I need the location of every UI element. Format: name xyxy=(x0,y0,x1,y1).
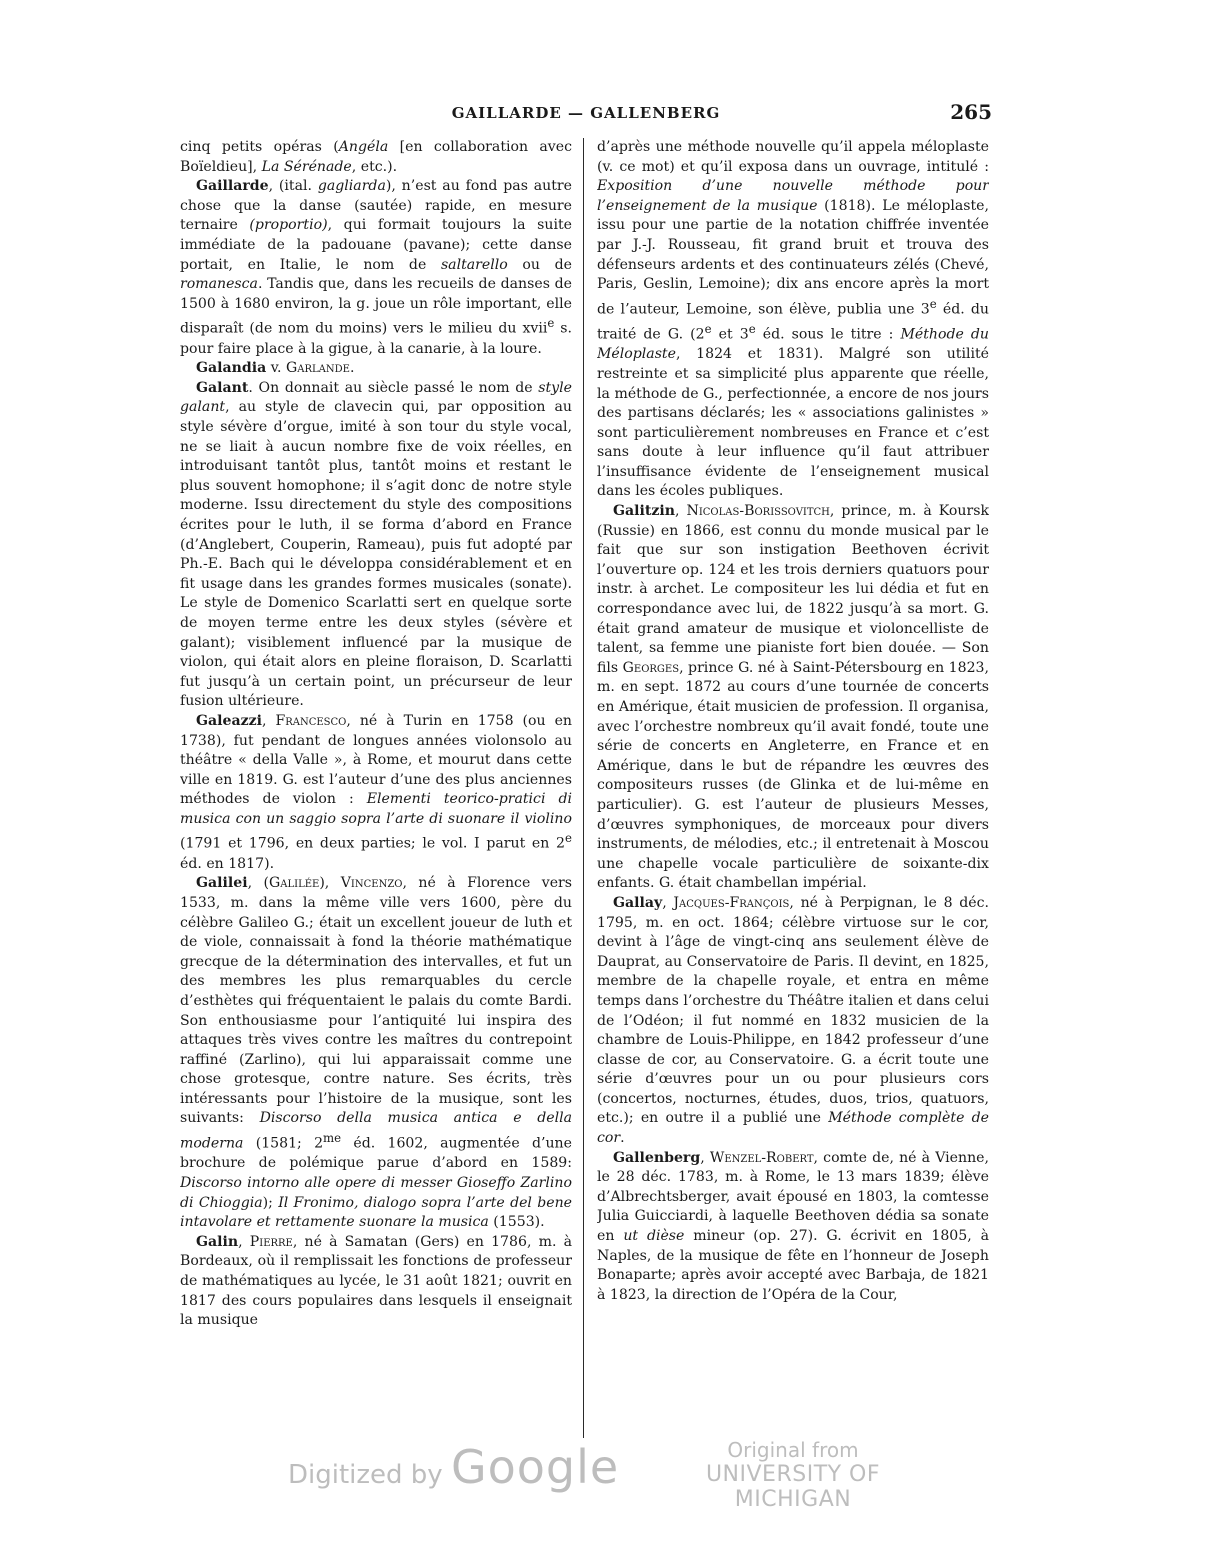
entry-text: , prince G. né à Saint-Pétersbourg en 1823, m. en sept. 1872 au cours d’une tournée de concerts en Amérique, était musicien de profession. Il organisa, avec l’orchestre nombreux qu’il avait fondé, toute une série de concerts en Angleterre, en France et en Amérique, dans le but de répandre les œuvres des compositeurs russes (de Glinka et de lui-même en particulier). G. est l’auteur de plusieurs Messes, d’œuvres symphoniques, de morceaux pour divers instruments, de mélodies, etc.; il entretenait à Moscou une chapelle vocale particulière de soixante-dix enfants. G. était chambellan impérial. xyxy=(597,659,989,892)
entry-text: e xyxy=(704,322,712,337)
entry-text: Pierre xyxy=(249,1233,293,1250)
entry-text: saltarello xyxy=(440,256,508,273)
entry-text: e xyxy=(929,296,937,311)
entry-text: , etc.). xyxy=(351,158,398,175)
entry-text: , xyxy=(261,712,276,729)
dictionary-entry xyxy=(180,177,572,359)
entry-text: ); xyxy=(262,1194,279,1211)
entry-text: , né à Florence vers 1533, m. dans la même ville vers 1600, père du célèbre Galileo G.; était un excellent joueur de luth et de viole, connaissait à fond la théorie mathématique grecque de la détermination des intervalles, et fut un des membres les plus remarquables du cercle d’esthètes qui fréquentaient le palais du comte Bardi. Son enthousiasme pour l’antiquité lui inspira des attaques très vives contre les maîtres du contrepoint raffiné (Zarlino), qui lui apparaissait comme une chose grotesque, contre nature. Ses écrits, très intéressants pour l’histoire de la musique, sont les suivants: xyxy=(180,875,572,1127)
entry-text: , au style de clavecin qui, par opposition au style sévère d’orgue, imité à son tour du style vocal, ne se liait à aucun nombre fixe de voix réelles, en introduisant tantôt plus, tantôt moins et restant le plus souvent homophone; il s’agit donc de notre style moderne. Issu directement du style des compositions écrites pour le luth, il se forma d’abord en France (d’Anglebert, Couperin, Rameau), puis fut adopté par Ph.-E. Bach qui le développa considérablement et en fit usage dans les grandes formes musicales (sonate). Le style de Domenico Scarlatti sert en quelque sorte de moyen terme entre les deux styles (sévère et galant); visiblement influencé par la musique de violon, qui était alors en pleine floraison, D. Scarlatti fut jusqu’à un certain point, un précurseur de leur fusion ultérieure. xyxy=(180,399,572,710)
entry-text: éd. 1602, augmentée d’une brochure de polémique parue d’abord en 1589: xyxy=(180,1135,572,1172)
dictionary-entry xyxy=(180,1233,572,1331)
entry-text: , né à Perpignan, le 8 déc. 1795, m. en oct. 1864; célèbre virtuose sur le cor, devint à l’âge de vingt-cinq ans seulement élève de Dauprat, au Conservatoire de Paris. Il devint, en 1825, membre de la chapelle royale, et entra en même temps dans l’orchestre du Théâtre italien et dans celui de l’Odéon; il fut nommé en 1832 musicien de la chambre de Louis-Philippe, en 1842 professeur d’une classe de cor, au Conservatoire. G. a écrit toute une série d’œuvres pour un ou pour plusieurs cors (concertos, nocturnes, études, duos, trios, quatuors, etc.); en outre il a publié une xyxy=(597,894,989,1127)
entry-text: éd. du traité de G. (2 xyxy=(597,301,989,343)
entry-text: style galant xyxy=(180,379,572,416)
entry-text: Angéla xyxy=(338,139,389,155)
entry-text: ou de xyxy=(507,256,572,273)
entry-text: , xyxy=(662,894,674,911)
entry-text: Wenzel-Robert xyxy=(709,1149,814,1166)
entry-text: ), n’est au fond pas autre chose que la danse (sautée) rapide, en mesure ternaire xyxy=(180,178,572,234)
entry-text: , 1824 et 1831). Malgré son utilité restreinte et sa simplicité plus apparente que réelle, la méthode de G., perfectionnée, a encore de nos jours des partisans déclarés; les « associations galinistes » sont particulièrement nombreuses en France et c’est sans doute à leur influence qu’il faut attribuer l’insuffisance évidente de l’enseignement musical dans les écoles publiques. xyxy=(597,346,989,500)
entry-text: v. xyxy=(266,360,286,377)
entry-text: s. pour faire place à la gigue, à la canarie, à la loure. xyxy=(180,321,572,357)
entry-text: (proportio) xyxy=(249,217,328,234)
entry-text: cinq petits opéras ( xyxy=(180,139,339,155)
entry-headword: Gaillarde xyxy=(196,178,269,195)
entry-text: , xyxy=(238,1233,250,1250)
entry-headword: Galant xyxy=(196,379,249,396)
entry-text: Francesco xyxy=(275,712,347,729)
entry-text: et 3 xyxy=(711,326,749,343)
entry-text: , né à Turin en 1758 (ou en 1738), fut pendant de longues années violonsolo au théâtre « della Valle », à Rome, et mourut dans cette ville en 1819. G. est l’auteur d’une des plus anciennes méthodes de violon : xyxy=(180,712,572,808)
page-number: 265 xyxy=(950,100,992,124)
entry-text: Discorso della musica antica e della moderna xyxy=(180,1110,572,1152)
entry-text: Nicolas-Borissovitch xyxy=(686,503,830,520)
dictionary-entry xyxy=(597,894,989,1149)
entry-text: . xyxy=(349,360,355,377)
dictionary-entry xyxy=(597,138,989,502)
entry-text: . Tandis que, dans les recueils de danses de 1500 à 1680 environ, la g. joue un rôle important, elle disparaît (de nom du moins) vers le milieu du xvii xyxy=(180,276,572,338)
entry-headword: Galitzin xyxy=(613,503,675,520)
entry-text: me xyxy=(323,1131,342,1146)
entry-text: éd. en 1817). xyxy=(180,855,275,872)
digitized-by-watermark xyxy=(288,1440,619,1494)
entry-text: , (ital. xyxy=(268,178,318,195)
right-column xyxy=(597,138,989,1438)
entry-text: . On donnait au siècle passé le nom de xyxy=(248,379,539,396)
dictionary-entry xyxy=(180,712,572,874)
entry-text: mineur (op. 27). G. écrivit en 1805, à Naples, de la musique de fête en l’honneur de Joseph Bonaparte; après avoir accepté avec Barbaja, de 1821 à 1823, la direction de l’Opéra de la Cour, xyxy=(597,1228,989,1303)
entry-text: , xyxy=(675,503,687,520)
entry-text: Jacques-François xyxy=(673,894,790,911)
dictionary-entry xyxy=(180,138,572,177)
entry-text: gagliarda xyxy=(317,178,386,195)
entry-text: Galilée xyxy=(269,875,320,892)
entry-headword: Galin xyxy=(196,1233,239,1250)
entry-headword: Gallay xyxy=(613,894,663,911)
entry-text: Discorso intorno alle opere di messer Gioseffo Zarlino di Chioggia xyxy=(180,1174,572,1211)
entry-text: , comte de, né à Vienne, le 28 déc. 1783, m. à Rome, le 13 mars 1839; élève d’Albrechtsberger, avait épousé en 1803, la comtesse Julia Guicciardi, à laquelle Beethoven dédia sa sonate en xyxy=(597,1149,989,1245)
entry-headword: Gallenberg xyxy=(613,1149,701,1166)
dictionary-entry xyxy=(180,359,572,379)
entry-text: , qui formait toujours la suite immédiate de la padouane (pavane); cette danse portait, en Italie, le nom de xyxy=(180,217,572,273)
left-column xyxy=(180,138,572,1438)
column-divider xyxy=(583,138,584,1438)
entry-text: Vincenzo xyxy=(340,875,403,892)
entry-text: ), xyxy=(319,875,341,892)
entry-text: romanesca xyxy=(180,276,258,293)
entry-text: , prince, m. à Koursk (Russie) en 1866, est connu du monde musical par le fait que sur son instigation Beethoven écrivit l’ouverture op. 124 et les trois derniers quatuors pour instr. à archet. Le compositeur les lui dédia et fut en correspondance avec lui, de 1822 jusqu’à sa mort. G. était grand amateur de musique et violoncelliste de talent, sa femme une pianiste fort bien douée. — Son fils xyxy=(597,503,989,676)
entry-text: La Sérénade xyxy=(261,158,352,175)
entry-text: Il Fronimo, dialogo sopra l’arte del bene intavolare et rettamente suonare la musica xyxy=(180,1194,572,1231)
entry-text: e xyxy=(547,316,555,331)
entry-text: (1553). xyxy=(488,1214,545,1231)
entry-text: d’après une méthode nouvelle qu’il appela méloplaste (v. ce mot) et qu’il exposa dans un ouvrage, intitulé : xyxy=(597,139,989,175)
entry-headword: Galilei xyxy=(196,875,248,892)
dictionary-entry xyxy=(180,874,572,1232)
entry-text: éd. sous le titre : xyxy=(755,326,901,343)
entry-text: ut dièse xyxy=(623,1228,685,1245)
entry-text: , xyxy=(700,1149,710,1166)
google-logo: Google xyxy=(450,1440,620,1494)
entry-text: Elementi teorico-pratici di musica con un saggio sopra l’arte di suonare il violino xyxy=(180,791,572,827)
dictionary-entry xyxy=(597,502,989,894)
entry-text: . xyxy=(620,1130,625,1147)
dictionary-entry xyxy=(180,379,572,712)
entry-text: e xyxy=(748,322,756,337)
entry-text: [en collaboration avec Boïeldieu], xyxy=(180,139,572,175)
university-label: UNIVERSITY OF MICHIGAN xyxy=(705,1462,881,1512)
entry-text: e xyxy=(565,831,572,846)
entry-headword: Galeazzi xyxy=(196,712,262,729)
entry-text: Méthode du Méloplaste xyxy=(597,326,989,363)
entry-text: , ( xyxy=(247,875,269,892)
dictionary-entry xyxy=(597,1149,989,1306)
entry-text: Exposition d’une nouvelle méthode pour l’enseignement de la musique xyxy=(597,178,989,214)
entry-text: (1581; 2 xyxy=(243,1135,324,1152)
entry-text: Garlande xyxy=(285,360,350,377)
page-header xyxy=(180,100,992,126)
entry-text: (1818). Le méloplaste, issu pour une partie de la notation chiffrée inventée par J.-J. Rousseau, fit grand bruit et trouva des défenseurs ardents et des continuateurs zélés (Chevé, Paris, Geslin, Lemoine); dix ans encore après la mort de l’auteur, Lemoine, son élève, publia une 3 xyxy=(597,197,989,318)
entry-text: , né à Samatan (Gers) en 1786, m. à Bordeaux, où il remplissait les fonctions de professeur de mathématiques au lycée, le 31 août 1821; ouvrit en 1817 des cours populaires dans lesquels il enseignait la musique xyxy=(180,1233,572,1329)
entry-text: Georges xyxy=(622,659,680,676)
entry-text: (1791 et 1796, en deux parties; le vol. I parut en 2 xyxy=(180,836,566,853)
entry-headword: Galandia xyxy=(196,360,267,377)
digitized-prefix: Digitized by xyxy=(288,1460,443,1490)
entry-text: Méthode complète de cor xyxy=(597,1110,989,1147)
original-from-label: Original from xyxy=(727,1438,859,1462)
running-title: GAILLARDE — GALLENBERG xyxy=(451,104,721,122)
original-from-watermark xyxy=(668,1438,918,1512)
